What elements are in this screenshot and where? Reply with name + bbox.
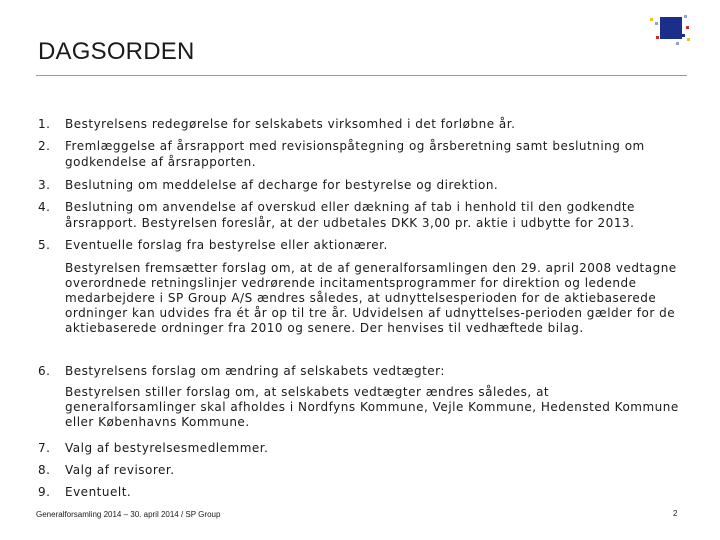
- agenda-text: Beslutning om anvendelse af overskud eller dækning af tab i henhold til den godkendte årsrapport. Bestyrelsen foreslår, at der udbetales DKK 3,00 pr. aktie i udbytte for 2013.: [65, 200, 635, 230]
- agenda-number: 6.: [38, 364, 51, 378]
- agenda-number: 5.: [38, 238, 51, 252]
- agenda-number: 3.: [38, 178, 51, 192]
- page-number: 2: [673, 509, 678, 518]
- agenda-text: Eventuelt.: [65, 485, 132, 499]
- agenda-number: 1.: [38, 117, 51, 131]
- agenda-text: Valg af bestyrelsesmedlemmer.: [65, 441, 269, 455]
- agenda-text: Beslutning om meddelelse af decharge for bestyrelse og direktion.: [65, 178, 499, 192]
- agenda-text: Valg af revisorer.: [65, 463, 175, 477]
- agenda-text: Bestyrelsens forslag om ændring af selskabets vedtægter:: [65, 364, 445, 378]
- agenda-number: 8.: [38, 463, 51, 477]
- agenda-text: Bestyrelsens redegørelse for selskabets virksomhed i det forløbne år.: [65, 117, 516, 131]
- agenda-number: 7.: [38, 441, 51, 455]
- agenda-number: 9.: [38, 485, 51, 499]
- agenda-subtext-item-6: Bestyrelsen stiller forslag om, at selskabets vedtægter ændres således, at generalforsamlinger skal afholdes i Nordfyns Kommune, Vejle Kommune, Hedensted Kommune eller Københavns Kommune.: [65, 385, 679, 429]
- agenda-text: Eventuelle forslag fra bestyrelse eller aktionærer.: [65, 238, 388, 252]
- agenda-text: Fremlæggelse af årsrapport med revisionspåtegning og årsberetning samt beslutning om godkendelse af årsrapporten.: [65, 139, 645, 169]
- footer-text: Generalforsamling 2014 – 30. april 2014 / SP Group: [36, 510, 221, 519]
- agenda-subtext-item-5: Bestyrelsen fremsætter forslag om, at de af generalforsamlingen den 29. april 2008 vedtagne overordnede retningslinjer vedrørende incitamentsprogrammer for direktion og ledende medarbejdere i SP Group A/S ændres således, at udnyttelsesperioden for de aktiebaserede ordninger kan udvides fra ét år op til tre år. Udvidelsen af udnyttelses-perioden gælder for de aktiebaserede ordninger fra 2010 og senere. Der henvises til vedhæftede bilag.: [65, 261, 677, 335]
- agenda-number: 2.: [38, 139, 51, 153]
- title-divider: [36, 75, 687, 76]
- slide-title: DAGSORDEN: [38, 38, 195, 65]
- sp-group-logo-icon: [646, 14, 696, 54]
- agenda-number: 4.: [38, 200, 51, 214]
